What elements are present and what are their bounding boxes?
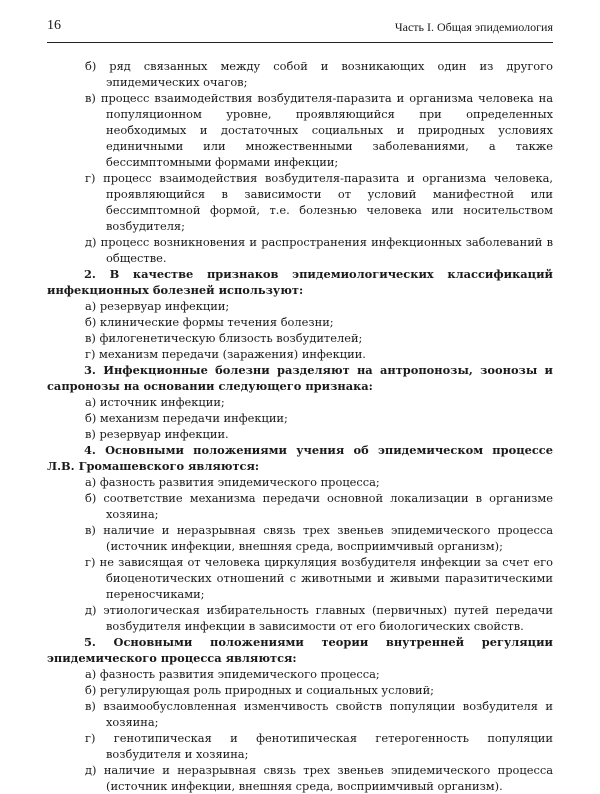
- answer-option: в) резервуар инфекции.: [85, 427, 229, 441]
- answer-option: в) процесс взаимодействия возбудителя-паразита и организма человека на популяционном уровне, проявляющийся при определенных необходимых и достаточных социальных и природных условиях единичными или множественными заболеваниями, а также бессимптомными формами инфекции;: [85, 91, 553, 169]
- answer-option: б) ряд связанных между собой и возникающих один из другого эпидемических очагов;: [85, 59, 553, 89]
- answer-option: г) процесс взаимодействия возбудителя-паразита и организма человека, проявляющийся в зависимости от условий манифестной или бессимптомной формой, т.е. болезнью человека или носительством возбудителя;: [85, 171, 553, 233]
- answer-option: г) механизм передачи (заражения) инфекции.: [85, 347, 366, 361]
- answer-option: г) не зависящая от человека циркуляция возбудителя инфекции за счет его биоценотических отношений с животными и живыми паразитическими переносчиками;: [85, 555, 553, 601]
- page-header: [47, 18, 553, 40]
- answer-option: г) генотипическая и фенотипическая гетерогенность популяции возбудителя и хозяина;: [85, 731, 553, 761]
- answer-option: б) регулирующая роль природных и социальных условий;: [85, 683, 435, 697]
- header-rule: [47, 42, 553, 43]
- answer-option: а) фазность развития эпидемического процесса;: [85, 667, 380, 681]
- answer-option: в) наличие и неразрывная связь трех звеньев эпидемического процесса (источник инфекции, внешняя среда, восприимчивый организм);: [85, 523, 553, 553]
- question-2: 2. В качестве признаков эпидемиологических классификаций инфекционных болезней используют:: [47, 267, 553, 297]
- question-3: 3. Инфекционные болезни разделяют на антропонозы, зоонозы и сапронозы на основании следующего признака:: [47, 363, 553, 393]
- answer-option: а) источник инфекции;: [85, 395, 225, 409]
- question-4: 4. Основными положениями учения об эпидемическом процессе Л.В. Громашевского являются:: [47, 443, 553, 473]
- answer-option: б) клинические формы течения болезни;: [85, 315, 334, 329]
- question-5: 5. Основными положениями теории внутренней регуляции эпидемического процесса являются:: [47, 635, 553, 665]
- answer-option: в) взаимообусловленная изменчивость свойств популяции возбудителя и хозяина;: [85, 699, 553, 729]
- answer-option: а) резервуар инфекции;: [85, 299, 230, 313]
- answer-option: д) процесс возникновения и распространения инфекционных заболеваний в обществе.: [85, 235, 553, 265]
- running-title: Часть I. Общая эпидемиология: [394, 20, 553, 34]
- answer-option: в) филогенетическую близость возбудителей;: [85, 331, 363, 345]
- answer-option: д) этиологическая избирательность главных (первичных) путей передачи возбудителя инфекции в зависимости от его биологических свойств.: [85, 603, 553, 633]
- answer-option: д) наличие и неразрывная связь трех звеньев эпидемического процесса (источник инфекции, внешняя среда, восприимчивый организм).: [85, 763, 553, 793]
- answer-option: б) механизм передачи инфекции;: [85, 411, 288, 425]
- answer-option: б) соответствие механизма передачи основной локализации в организме хозяина;: [85, 491, 553, 521]
- page-content: [47, 58, 553, 794]
- answer-option: а) фазность развития эпидемического процесса;: [85, 475, 380, 489]
- page-number: 16: [47, 18, 61, 33]
